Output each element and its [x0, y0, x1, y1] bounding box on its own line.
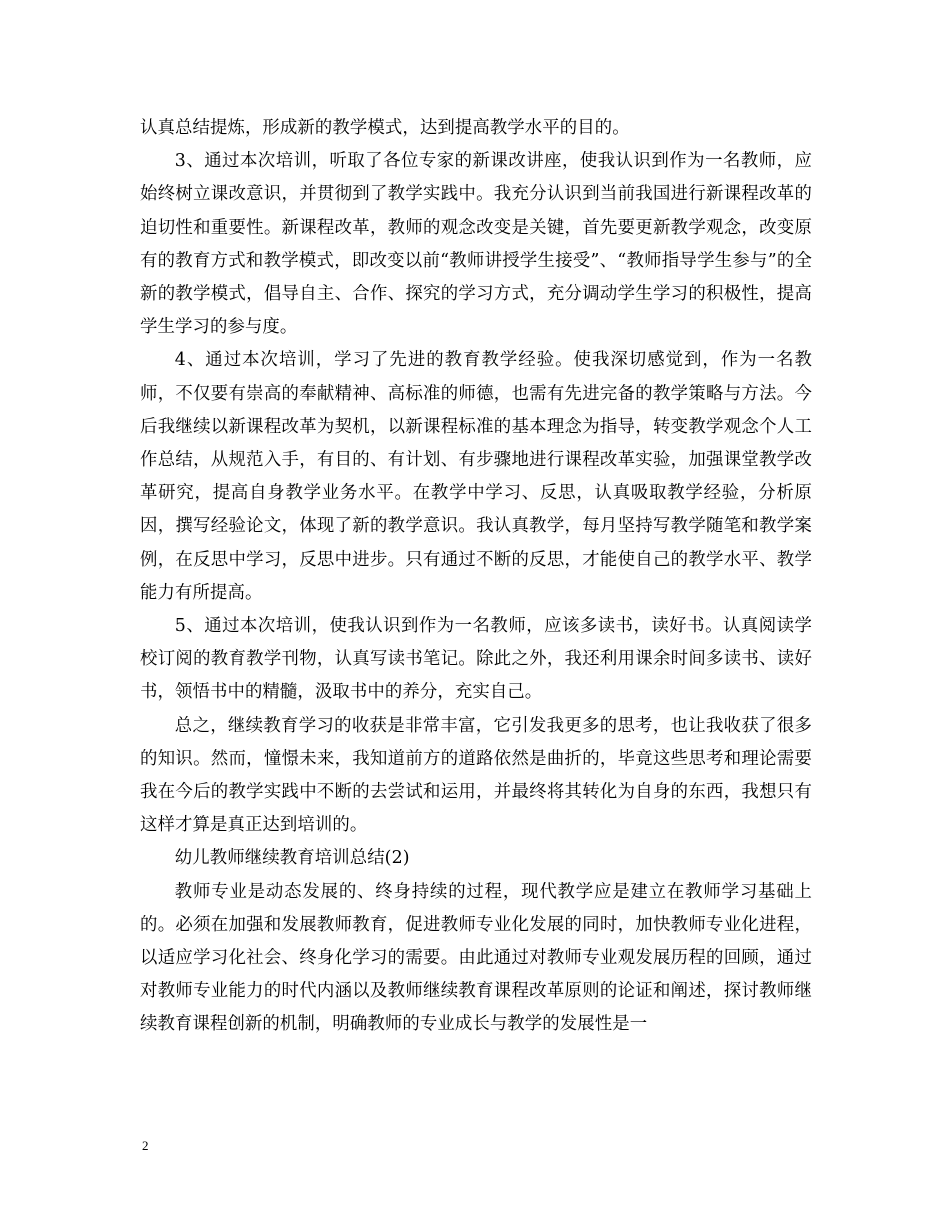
paragraph-continuation: 认真总结提炼，形成新的教学模式，达到提高教学水平的目的。: [140, 118, 630, 138]
paragraph-section-intro: 教师专业是动态发展的、终身持续的过程，现代教学应是建立在教师学习基础上的。必须在加强和发展教师教育，促进教师专业化发展的同时，加快教师专业化进程，以适应学习化社会、终身化学习的需要。由此通过对教师专业观发展历程的回顾，通过对教师专业能力的时代内涵以及教师继续教育课程改革原则的论证和阐述，探讨教师继续教育课程创新的机制，明确教师的专业成长与教学的发展性是一: [140, 881, 812, 1035]
paragraph-item-3: 3、通过本次培训，听取了各位专家的新课改讲座，使我认识到作为一名教师，应始终树立课改意识，并贯彻到了教学实践中。我充分认识到当前我国进行新课程改革的迫切性和重要性。新课程改革，教师的观念改变是关键，首先要更新教学观念，改变原有的教育方式和教学模式，即改变以前“教师讲授学生接受”、“教师指导学生参与”的全新的教学模式，倡导自主、合作、探究的学习方式，充分调动学生学习的积极性，提高学生学习的参与度。: [140, 151, 812, 338]
paragraph-item-5: 5、通过本次培训，使我认识到作为一名教师，应该多读书，读好书。认真阅读学校订阅的教育教学刊物，认真写读书笔记。除此之外，我还利用课余时间多读书、读好书，领悟书中的精髓，汲取书中的养分，充实自己。: [140, 616, 812, 703]
section-heading: 幼儿教师继续教育培训总结(2): [174, 848, 410, 869]
page-number: 2: [142, 1138, 149, 1153]
paragraph-item-4: 4、通过本次培训，学习了先进的教育教学经验。使我深切感觉到，作为一名教师，不仅要有崇高的奉献精神、高标准的师德，也需有先进完备的教学策略与方法。今后我继续以新课程改革为契机，以新课程标准的基本理念为指导，转变教学观念个人工作总结，从规范入手，有目的、有计划、有步骤地进行课程改革实验，加强课堂教学改革研究，提高自身教学业务水平。在教学中学习、反思，认真吸取教学经验，分析原因，撰写经验论文，体现了新的教学意识。我认真教学，每月坚持写教学随笔和教学案例，在反思中学习，反思中进步。只有通过不断的反思，才能使自己的教学水平、教学能力有所提高。: [140, 350, 812, 603]
paragraph-summary: 总之，继续教育学习的收获是非常丰富，它引发我更多的思考，也让我收获了很多的知识。然而，憧憬未来，我知道前方的道路依然是曲折的，毕竟这些思考和理论需要我在今后的教学实践中不断的去尝试和运用，并最终将其转化为自身的东西，我想只有这样才算是真正达到培训的。: [140, 715, 812, 836]
document-body: [140, 112, 812, 1042]
